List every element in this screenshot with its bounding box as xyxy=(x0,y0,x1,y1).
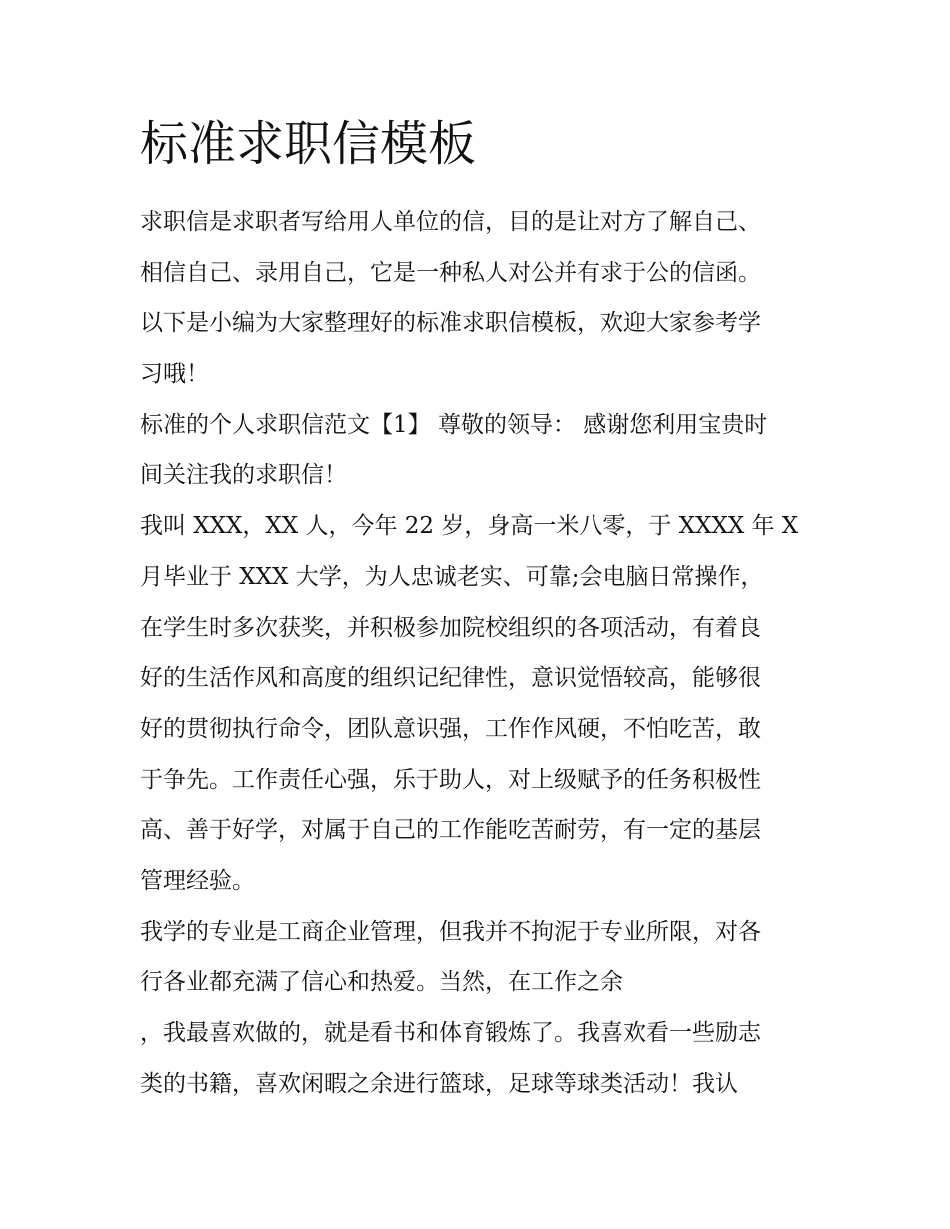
text-line: 求职信是求职者写给用人单位的信，目的是让对方了解自己、 xyxy=(140,209,761,235)
text-line: 我学的专业是工商企业管理，但我并不拘泥于专业所限，对各 xyxy=(140,918,761,945)
document-title: 标准求职信模板 xyxy=(140,116,477,172)
text-line: 类的书籍，喜欢闲暇之余进行篮球，足球等球类活动！我认 xyxy=(140,1070,738,1097)
text-line: 好的生活作风和高度的组织记纪律性，意识觉悟较高，能够很 xyxy=(140,665,761,692)
text-line: 管理经验。 xyxy=(140,867,255,894)
text-line: 于争先。工作责任心强，乐于助人，对上级赋予的任务积极性 xyxy=(140,766,761,793)
text-line: ，我最喜欢做的，就是看书和体育锻炼了。我喜欢看一些励志 xyxy=(140,1020,761,1046)
text-line: 间关注我的求职信！ xyxy=(140,462,347,489)
text-line: 标准的个人求职信范文【1】 尊敬的领导： 感谢您利用宝贵时 xyxy=(140,411,768,438)
text-line: 我叫 XXX，XX 人，今年 22 岁，身高一米八零，于 XXXX 年 X xyxy=(140,513,799,540)
text-line: 行各业都充满了信心和热爱。当然，在工作之余 xyxy=(140,969,623,996)
text-line: 习哦！ xyxy=(140,361,209,388)
text-line: 相信自己、录用自己，它是一种私人对公并有求于公的信函。 xyxy=(140,259,761,286)
text-line: 高、善于好学，对属于自己的工作能吃苦耐劳，有一定的基层 xyxy=(140,817,761,844)
text-line: 在学生时多次获奖，并积极参加院校组织的各项活动，有着良 xyxy=(140,614,761,641)
text-line: 好的贯彻执行命令，团队意识强，工作作风硬，不怕吃苦，敢 xyxy=(140,715,761,742)
text-line: 月毕业于 XXX 大学，为人忠诚老实、可靠;会电脑日常操作， xyxy=(140,563,764,590)
document-body xyxy=(140,203,820,1115)
text-line: 以下是小编为大家整理好的标准求职信模板，欢迎大家参考学 xyxy=(140,310,761,337)
